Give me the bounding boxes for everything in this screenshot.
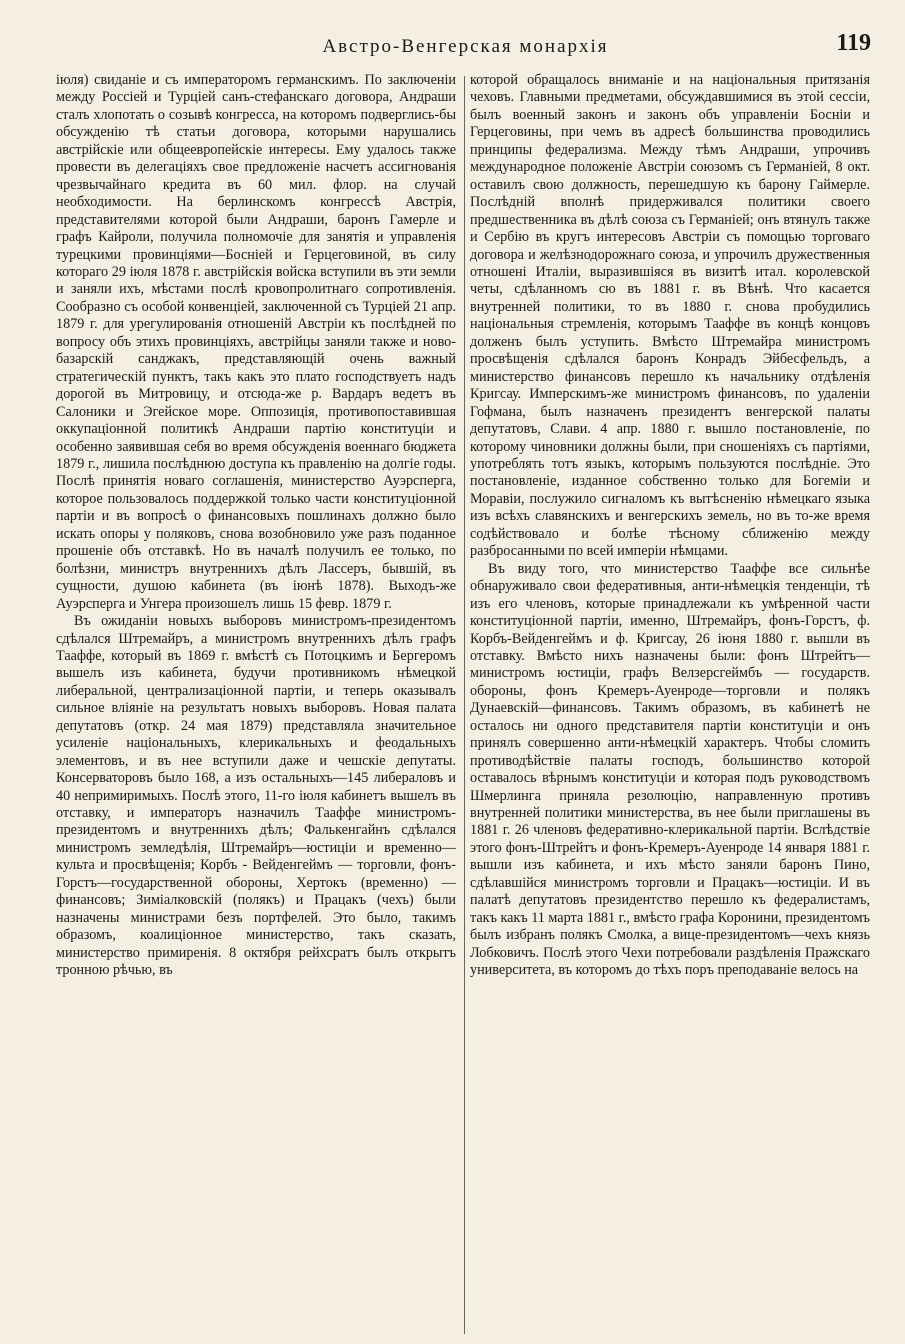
column-divider xyxy=(464,76,465,1334)
right-column xyxy=(470,72,870,980)
page-number: 119 xyxy=(836,30,871,56)
paragraph: Въ виду того, что министерство Тааффе все сильнѣе обнаруживало свои федеративныя, анти-нѣмецкія тенденціи, тѣ изъ его членовъ, которые принадлежали къ умѣренной части конституціонной партіи, именно, Штремайръ, фонъ-Горстъ, ф. Корбъ-Вейденгеймъ и ф. Кригсау, 26 іюня 1880 г. вышли въ отставку. Вмѣсто нихъ назначены были: фонъ Штрейтъ—министромъ юстиціи, графъ Велзерсгеймбъ — государств. обороны, фонъ Кремеръ-Ауенроде—торговли и полякъ Дунаевскій—финансовъ. Такимъ образомъ, въ кабинетѣ не осталось ни одного представителя партіи конституціи и онъ принялъ совершенно анти-нѣмецкій характеръ. Чтобы сломить противодѣйствіе палаты господъ, большинство которой оставалось вѣрнымъ конституціи и которая подъ руководствомъ Шмерлинга приняла резолюцію, направленную противъ внутренней политики министерства, въ нее были приглашены въ 1881 г. 26 членовъ федеративно-клерикальной партіи. Вслѣдствіе этого фонъ-Штрейтъ и фонъ-Кремеръ-Ауенроде 14 января 1881 г. вышли изъ кабинета, и ихъ мѣсто заняли баронъ Пино, сдѣлавшійся министромъ торговли и Працакъ—юстиціи. И въ палатѣ депутатовъ президентство перешло къ федералистамъ, такъ какъ 11 марта 1881 г., вмѣсто графа Коронини, президентомъ былъ избранъ полякъ Смолка, а вице-президентомъ—чехъ князь Лобковичъ. Послѣ этого Чехи потребовали раздѣленія Пражскаго университета, въ которомъ до тѣхъ поръ преподаваніе велось на xyxy=(470,560,870,979)
running-title: Австро-Венгерская монархія xyxy=(322,36,609,57)
paragraph: которой обращалось вниманіе и на національныя притязанія чеховъ. Главными предметами, обсуждавшимися въ этой сессіи, былъ военный законъ и законъ объ управленіи Босніи и Герцеговины, при чемъ въ адресѣ большинства проводились принципы федерализма. Между тѣмъ Андраши, упрочивъ международное положеніе Австріи союзомъ съ Германіей, 8 окт. оставилъ свою должность, перешедшую къ барону Гаймерле. Послѣдній вполнѣ придерживался политики своего предшественника въ дѣлѣ союза съ Германіей; онъ втянулъ также и Сербію въ кругъ интересовъ Австріи съ помощью торговаго договора и желѣзнодорожнаго союза, и упрочилъ дружественныя отношені Италіи, выразившіяся въ визитѣ итал. королевской четы, сдѣланномъ сю въ 1881 г. въ Вѣнѣ. Что касается внутренней политики, то въ 1880 г. снова пробудились національныя стремленія, которымъ Тааффе въ концѣ концовъ долженъ былъ уступить. Вмѣсто Штремайра министромъ просвѣщенія сдѣлался баронъ Конрадъ Эйбесфельдъ, а министерство финансовъ перешло къ начальнику отдѣленія Кригсау. Имперскимъ-же министромъ финансовъ, по удаленіи Гофмана, былъ назначенъ президентъ венгерской палаты депутатовъ, Слави. 4 апр. 1880 г. вышло постановленіе, по которому чиновники должны были, при сношеніяхъ съ партіями, употреблять тотъ языкъ, которымъ пользуются послѣдніе. Это постановленіе, изданное собственно только для Богеміи и Моравіи, послужило сигналомъ къ вытѣсненію нѣмецкаго языка изъ всѣхъ славянскихъ и венгерскихъ земель, но въ то-же время содѣйствовало и болѣе тѣсному сближенію между разбросанными по всей имперіи нѣмцами. xyxy=(470,72,870,560)
left-column xyxy=(56,72,456,980)
paragraph: іюля) свиданіе и съ императоромъ германскимъ. По заключеніи между Россіей и Турціей санъ-стефанскаго договора, Андраши сталъ хлопотать о созывѣ конгресса, на которомъ подверглись-бы обсужденію тѣ статьи договора, которыми нарушались австрійскіе или общеевропейскіе интересы. Ему удалось также провести въ делегаціяхъ свое предложеніе насчетъ ассигнованія чрезвычайнаго кредита въ 60 мил. флор. на случай необходимости. На берлинскомъ конгрессѣ Австрія, представителями которой были Андраши, баронъ Гамерле и графъ Кайроли, получила полномочіе для занятія и управленія турецкими провинціями—Босніей и Герцеговиной, въ силу котораго 29 іюля 1878 г. австрійскія войска вступили въ эти земли и заняли ихъ, мѣстами послѣ кровопролитнаго сопротивленія. Сообразно съ особой конвенціей, заключенной съ Турціей 21 апр. 1879 г. для урегулированія отношеній Австріи къ послѣдней по вопросу объ этихъ провинціяхъ, австрійцы заняли также и ново-базарскій санджакъ, представляющій очень важный стратегическій пунктъ, такъ какъ это плато господствуетъ надъ дорогой въ Митровицу, и отсюда-же р. Вардаръ ведетъ въ Салоники и Эгейское море. Оппозиція, противопоставившая оккупаціонной политикѣ Андраши партію конституціи и особенно заявившая себя во время обсужденія военнаго бюджета 1879 г., лишила послѣднюю доступа къ правленію на долгіе годы. Послѣ принятія новаго соглашенія, министерство Ауэрсперга, которое пользовалось поддержкой только части конституціонной партіи и въ вопросѣ о финансовыхъ пошлинахъ должно было искать опоры у поляковъ, снова возобновило уже разъ поданное прошеніе объ отставкѣ. Но въ началѣ получилъ ее только, по болѣзни, министръ внутреннихъ дѣлъ Лассеръ, бывшій, въ сущности, душою кабинета (въ іюнѣ 1878). Выходъ-же Ауэрсперга и Унгера произошелъ лишь 15 февр. 1879 г. xyxy=(56,72,456,612)
paragraph: Въ ожиданіи новыхъ выборовъ министромъ-президентомъ сдѣлался Штремайръ, а министромъ внутреннихъ дѣлъ графъ Тааффе, который въ 1869 г. вмѣстѣ съ Потоцкимъ и Бергеромъ вышелъ изъ кабинета, будучи противникомъ нѣмецкой либеральной, централизаціонной партіи, и теперь оказывалъ сильное вліяніе на результатъ новыхъ выборовъ. Новая палата депутатовъ (откр. 24 мая 1879) представляла значительное усиленіе національныхъ, клерикальныхъ и феодальныхъ элементовъ, и въ нее вступили даже и чешскіе депутаты. Консерваторовъ было 168, а изъ остальныхъ—145 либераловъ и 40 непримиримыхъ. Послѣ этого, 11-го іюля кабинетъ вышелъ въ отставку, и императоръ назначилъ Тааффе министромъ-президентомъ и внутреннихъ дѣлъ; Фалькенгайнъ сдѣлался министромъ земледѣлія, Штремайръ—юстиціи и временно—культа и просвѣщенія; Корбъ - Вейденгеймъ — торговли, фонъ-Горстъ—государственной обороны, Хертокъ (временно) — финансовъ; Зиміалковскій (полякъ) и Працакъ (чехъ) были назначены министрами безъ портфелей. Это было, такимъ образомъ, коалиціонное министерство, такъ сказать, министерство примиренія. 8 октября рейхсратъ былъ открытъ тронною рѣчью, въ xyxy=(56,613,456,979)
running-head xyxy=(56,30,875,60)
